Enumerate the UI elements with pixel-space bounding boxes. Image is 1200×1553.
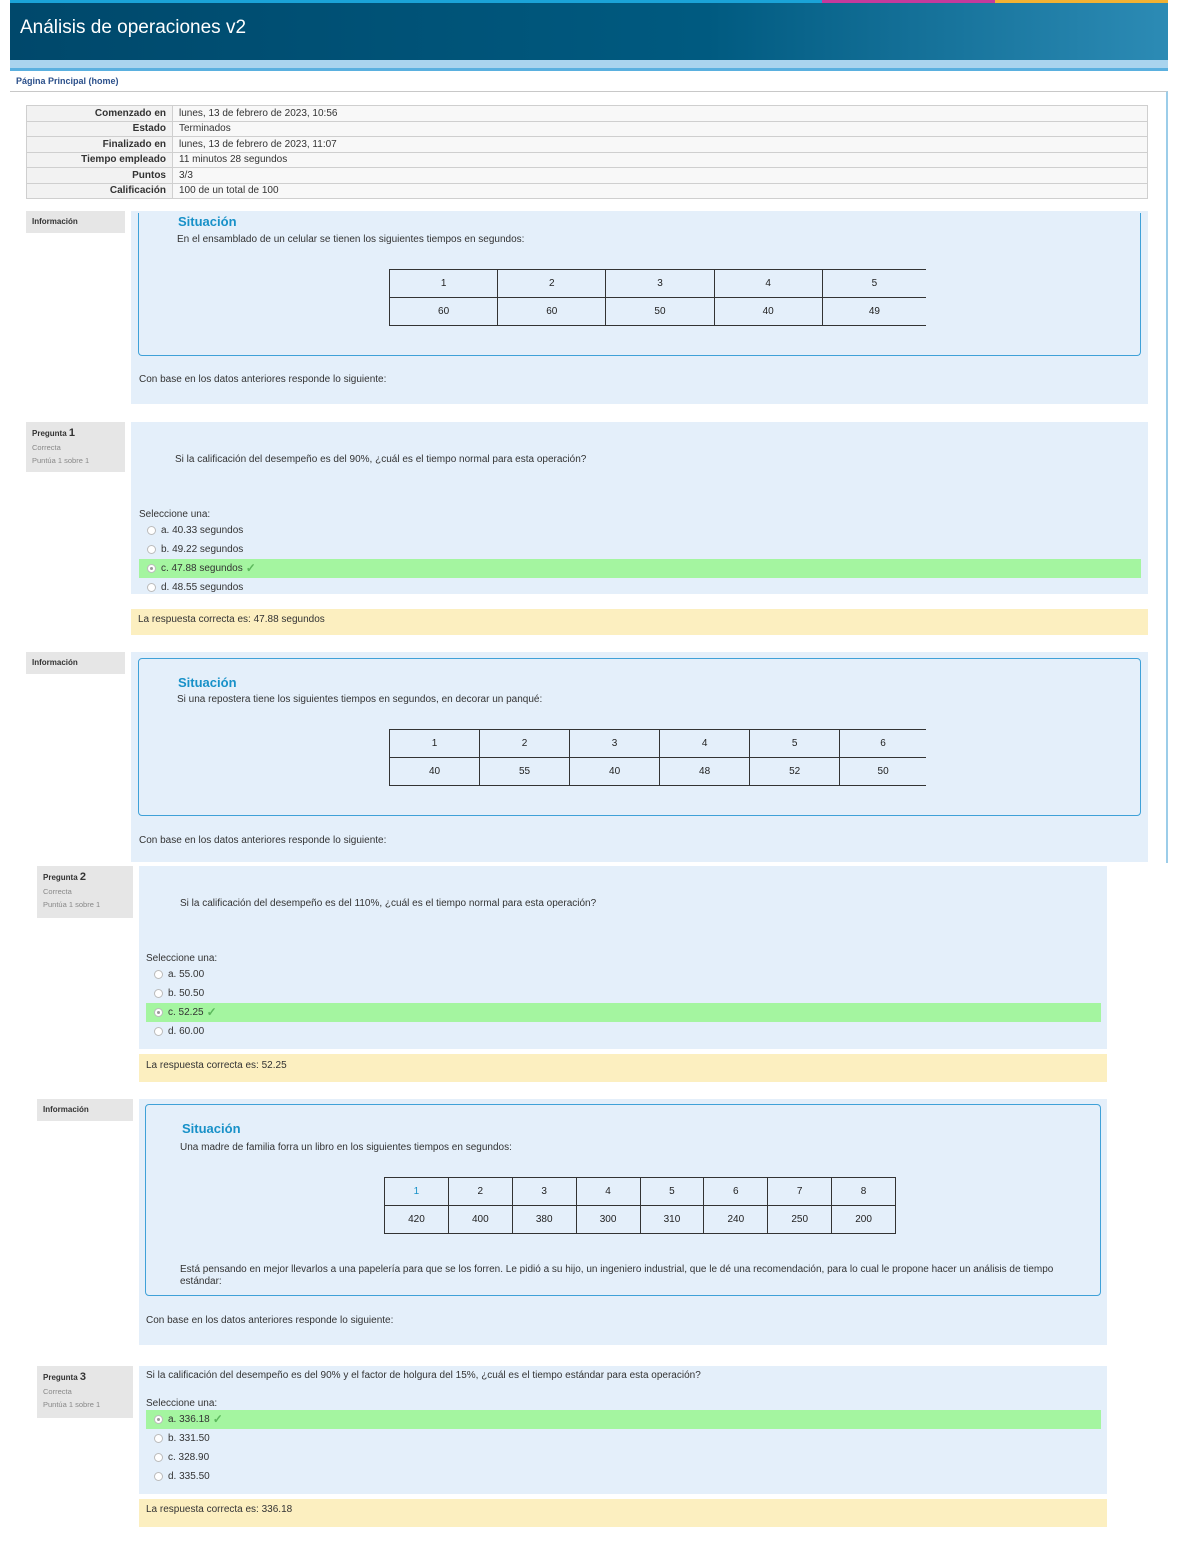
table-cell: 5 — [640, 1178, 704, 1206]
summary-value: lunes, 13 de febrero de 2023, 11:07 — [173, 137, 1148, 153]
header-band — [10, 60, 1168, 68]
summary-value: Terminados — [173, 121, 1148, 137]
question-text: Si la calificación del desempeño es del 90%, ¿cuál es el tiempo normal para esta operación? — [175, 454, 587, 465]
question-text: Si la calificación del desempeño es del 90% y el factor de holgura del 15%, ¿cuál es el tiempo estándar para esta operación? — [146, 1370, 701, 1381]
answer-option-b[interactable] — [146, 984, 1101, 1003]
question-status: Correcta — [32, 443, 61, 452]
situation-title: Situación — [178, 675, 237, 690]
table-cell: 250 — [768, 1206, 832, 1234]
table-cell: 2 — [498, 270, 606, 298]
situation-title: Situación — [182, 1121, 241, 1136]
table-cell: 4 — [660, 730, 750, 758]
radio-button[interactable] — [154, 1008, 163, 1017]
correct-answer-feedback: La respuesta correcta es: 47.88 segundos — [131, 609, 1148, 635]
select-one-label: Seleccione una: — [139, 509, 211, 520]
answer-option-c[interactable] — [146, 1448, 1101, 1467]
table-cell: 40 — [570, 758, 660, 786]
question-number: 1 — [68, 427, 76, 439]
answer-option-a[interactable] — [146, 965, 1101, 984]
question-status: Correcta — [43, 887, 72, 896]
table-cell: 3 — [570, 730, 660, 758]
table-cell: 49 — [822, 298, 926, 326]
summary-label: Finalizado en — [27, 137, 173, 153]
info-side-label — [26, 211, 125, 233]
option-label: a. 336.18 — [168, 1414, 210, 1425]
check-icon: ✓ — [245, 561, 256, 575]
info-label: Información — [32, 217, 78, 226]
option-label: c. 52.25 — [168, 1007, 204, 1018]
option-label: d. 60.00 — [168, 1026, 205, 1037]
summary-label: Comenzado en — [27, 106, 173, 122]
answer-options-1 — [139, 521, 1141, 597]
table-cell: 1 — [385, 1178, 449, 1206]
radio-button[interactable] — [154, 1415, 163, 1424]
radio-button[interactable] — [154, 970, 163, 979]
table-cell: 1 — [390, 730, 480, 758]
answer-option-c[interactable] — [146, 1003, 1101, 1022]
option-label: a. 55.00 — [168, 969, 205, 980]
question-label: Pregunta — [43, 873, 78, 882]
table-cell: 5 — [822, 270, 926, 298]
table-cell: 1 — [390, 270, 498, 298]
option-label: c. 328.90 — [168, 1452, 210, 1463]
table-cell: 300 — [576, 1206, 640, 1234]
question-info-1 — [26, 422, 125, 472]
info-side-label — [37, 1099, 133, 1121]
table-cell: 40 — [390, 758, 480, 786]
answer-option-c[interactable] — [139, 559, 1141, 578]
table-header-row — [390, 270, 927, 298]
option-label: c. 47.88 segundos — [161, 563, 243, 574]
info-footer: Con base en los datos anteriores responde lo siguiente: — [139, 374, 387, 385]
radio-button[interactable] — [154, 989, 163, 998]
question-status: Correcta — [43, 1387, 72, 1396]
table-cell: 310 — [640, 1206, 704, 1234]
answer-options-2 — [146, 965, 1101, 1041]
question-number: 3 — [79, 1371, 87, 1383]
situation-text: En el ensamblado de un celular se tienen los siguientes tiempos en segundos: — [177, 234, 525, 245]
summary-label: Puntos — [27, 168, 173, 184]
radio-button[interactable] — [147, 545, 156, 554]
situation-text: Una madre de familia forra un libro en los siguientes tiempos en segundos: — [180, 1142, 512, 1153]
header-band-line — [10, 68, 1168, 71]
situation-note: Está pensando en mejor llevarlos a una papelería para que se los forren. Le pidió a su hijo, un ingeniero industrial, que le dé una recomendación, para lo cual le propone hacer un análisis de tiempo estándar: — [180, 1264, 1054, 1287]
table-cell: 240 — [704, 1206, 768, 1234]
table-cell: 60 — [390, 298, 498, 326]
summary-row-finished — [27, 137, 1148, 153]
table-cell: 4 — [714, 270, 822, 298]
summary-value: 100 de un total de 100 — [173, 183, 1148, 199]
table-cell: 48 — [660, 758, 750, 786]
table-header-row — [390, 730, 927, 758]
summary-row-time — [27, 152, 1148, 168]
summary-row-points — [27, 168, 1148, 184]
option-label: d. 48.55 segundos — [161, 582, 244, 593]
table-cell: 6 — [704, 1178, 768, 1206]
check-icon: ✓ — [206, 1005, 217, 1019]
situation-text: Si una repostera tiene los siguientes tiempos en segundos, en decorar un panqué: — [177, 694, 543, 705]
table-cell: 52 — [750, 758, 840, 786]
question-points: Puntúa 1 sobre 1 — [43, 900, 101, 909]
option-label: b. 49.22 segundos — [161, 544, 244, 555]
radio-button[interactable] — [154, 1453, 163, 1462]
answer-option-a[interactable] — [146, 1410, 1101, 1429]
table-cell: 60 — [498, 298, 606, 326]
table-row — [390, 298, 927, 326]
question-points: Puntúa 1 sobre 1 — [32, 456, 90, 465]
breadcrumb-home-link[interactable]: Página Principal (home) — [16, 76, 119, 86]
radio-button[interactable] — [147, 564, 156, 573]
table-row — [390, 758, 927, 786]
situation-title: Situación — [178, 214, 237, 229]
select-one-label: Seleccione una: — [146, 953, 218, 964]
times-table-2 — [389, 729, 926, 786]
info-footer: Con base en los datos anteriores responde lo siguiente: — [139, 835, 387, 846]
summary-row-grade — [27, 183, 1148, 199]
table-cell: 2 — [448, 1178, 512, 1206]
question-text: Si la calificación del desempeño es del 110%, ¿cuál es el tiempo normal para esta operación? — [180, 898, 597, 909]
question-info-3 — [37, 1366, 133, 1418]
table-cell: 5 — [750, 730, 840, 758]
correct-answer-feedback: La respuesta correcta es: 52.25 — [139, 1054, 1107, 1082]
course-title[interactable]: Análisis de operaciones v2 — [20, 17, 247, 38]
radio-button[interactable] — [154, 1434, 163, 1443]
table-cell: 50 — [606, 298, 714, 326]
table-cell: 380 — [512, 1206, 576, 1234]
table-cell: 3 — [512, 1178, 576, 1206]
info-footer: Con base en los datos anteriores responde lo siguiente: — [146, 1315, 394, 1326]
option-label: d. 335.50 — [168, 1471, 210, 1482]
table-cell: 6 — [840, 730, 926, 758]
answer-option-b[interactable] — [146, 1429, 1101, 1448]
summary-label: Estado — [27, 121, 173, 137]
table-cell: 8 — [832, 1178, 896, 1206]
answer-option-d[interactable] — [139, 578, 1141, 597]
header-accent-bar — [10, 0, 1168, 3]
option-label: a. 40.33 segundos — [161, 525, 244, 536]
table-cell: 2 — [480, 730, 570, 758]
radio-button[interactable] — [154, 1472, 163, 1481]
question-points: Puntúa 1 sobre 1 — [43, 1400, 101, 1409]
correct-answer-feedback: La respuesta correcta es: 336.18 — [139, 1499, 1107, 1527]
table-cell: 50 — [840, 758, 926, 786]
answer-option-b[interactable] — [139, 540, 1141, 559]
summary-value: 11 minutos 28 segundos — [173, 152, 1148, 168]
summary-label: Tiempo empleado — [27, 152, 173, 168]
table-cell: 55 — [480, 758, 570, 786]
times-table-3 — [384, 1177, 896, 1234]
summary-value: 3/3 — [173, 168, 1148, 184]
select-one-label: Seleccione una: — [146, 1398, 218, 1409]
info-side-label — [26, 652, 125, 674]
table-cell: 4 — [576, 1178, 640, 1206]
table-cell: 40 — [714, 298, 822, 326]
attempt-summary-table — [26, 105, 1148, 199]
table-cell: 420 — [385, 1206, 449, 1234]
radio-button[interactable] — [147, 583, 156, 592]
check-icon: ✓ — [212, 1412, 223, 1426]
question-label: Pregunta — [32, 429, 67, 438]
question-info-2 — [37, 866, 133, 918]
answer-options-3 — [146, 1410, 1101, 1486]
times-table-1 — [389, 269, 926, 326]
answer-option-d[interactable] — [146, 1022, 1101, 1041]
question-number: 2 — [79, 871, 87, 883]
info-label: Información — [43, 1105, 89, 1114]
info-label: Información — [32, 658, 78, 667]
summary-value: lunes, 13 de febrero de 2023, 10:56 — [173, 106, 1148, 122]
table-cell: 3 — [606, 270, 714, 298]
summary-label: Calificación — [27, 183, 173, 199]
summary-row-state — [27, 121, 1148, 137]
option-label: b. 50.50 — [168, 988, 205, 999]
table-cell: 7 — [768, 1178, 832, 1206]
option-label: b. 331.50 — [168, 1433, 210, 1444]
radio-button[interactable] — [154, 1027, 163, 1036]
summary-row-started — [27, 106, 1148, 122]
table-row — [385, 1206, 896, 1234]
question-label: Pregunta — [43, 1373, 78, 1382]
table-cell: 400 — [448, 1206, 512, 1234]
radio-button[interactable] — [147, 526, 156, 535]
table-header-row — [385, 1178, 896, 1206]
answer-option-d[interactable] — [146, 1467, 1101, 1486]
answer-option-a[interactable] — [139, 521, 1141, 540]
table-cell: 200 — [832, 1206, 896, 1234]
